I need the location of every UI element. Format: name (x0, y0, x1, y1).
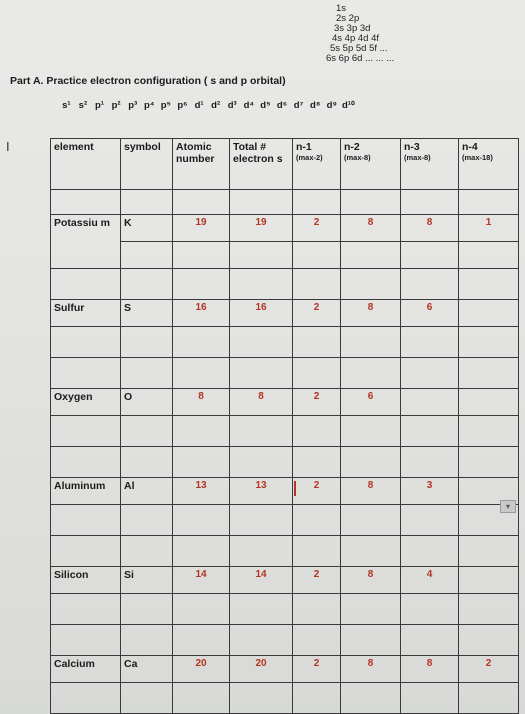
scale-label: d⁶ (276, 100, 288, 111)
scale-label: d¹⁰ (342, 100, 355, 111)
cell-symbol: O (121, 389, 173, 416)
cell-total-electrons: 14 (230, 567, 293, 594)
cell-n3: 8 (401, 215, 459, 242)
scale-label: p³ (128, 100, 138, 111)
cell-n2: 6 (341, 389, 401, 416)
cell-symbol: Si (121, 567, 173, 594)
scale-label: d⁸ (310, 100, 321, 111)
cell-symbol: Al (121, 478, 173, 505)
header-n1-label: n-1 (296, 141, 312, 153)
cell-atomic-number: 13 (173, 478, 230, 505)
table-row (51, 416, 519, 447)
cell-n4 (459, 300, 519, 327)
header-n4-max: (max-18) (462, 153, 493, 162)
header-n3-max: (max-8) (404, 153, 431, 162)
cell-atomic-number: 16 (173, 300, 230, 327)
cell-n3: 3 (401, 478, 459, 505)
pen-stroke-mark (294, 481, 296, 496)
cell-n4 (459, 567, 519, 594)
orbital-line: 6s 6p 6d ... ... ... (326, 53, 395, 64)
scale-label: p¹ (95, 100, 104, 111)
cell-n1: 2 (293, 478, 341, 505)
table-row (51, 683, 519, 714)
orbital-line: 5s 5p 5d 5f ... (330, 43, 388, 54)
header-n1-max: (max-2) (296, 153, 323, 162)
scale-label: d⁹ (326, 100, 337, 111)
cell-n4: 1 (459, 215, 519, 242)
margin-cursor-mark: I (6, 139, 10, 154)
part-title: Part A. Practice electron configuration ( s and p orbital) (10, 75, 286, 87)
cell-element: Calcium (51, 656, 121, 683)
table-row (51, 567, 519, 594)
table-row (51, 327, 519, 358)
header-total-electrons: Total # electron s (230, 139, 293, 190)
cell-n1: 2 (293, 567, 341, 594)
cell-atomic-number: 14 (173, 567, 230, 594)
cell-n2: 8 (341, 478, 401, 505)
cell-atomic-number: 20 (173, 656, 230, 683)
cell-total-electrons: 19 (230, 215, 293, 242)
orbital-line: 3s 3p 3d (334, 23, 371, 34)
scale-label: d³ (227, 100, 237, 111)
header-n2-label: n-2 (344, 141, 360, 153)
orbital-line: 1s (336, 3, 347, 14)
scale-label: d⁷ (293, 100, 304, 111)
header-n1 (293, 139, 341, 190)
cell-n4: 2 (459, 656, 519, 683)
cell-element: Silicon (51, 567, 121, 594)
table-row (51, 242, 519, 269)
orbital-scale (58, 100, 518, 111)
table-row (51, 625, 519, 656)
header-atomic-number: Atomic number (173, 139, 230, 190)
table-row (51, 190, 519, 215)
header-symbol: symbol (121, 139, 173, 190)
cell-n1: 2 (293, 389, 341, 416)
table-row (51, 594, 519, 625)
header-n4 (459, 139, 519, 190)
cell-element: Oxygen (51, 389, 121, 416)
header-n2-max: (max-8) (344, 153, 371, 162)
scale-label: s² (78, 100, 88, 111)
cell-total-electrons: 13 (230, 478, 293, 505)
scale-label: s¹ (62, 100, 71, 111)
header-n3-label: n-3 (404, 141, 420, 153)
table-row (51, 447, 519, 478)
cell-n3 (401, 389, 459, 416)
scale-label: p⁴ (144, 100, 155, 111)
table-row (51, 215, 519, 242)
cell-n3: 6 (401, 300, 459, 327)
cell-total-electrons: 16 (230, 300, 293, 327)
header-n4-label: n-4 (462, 141, 478, 153)
orbital-line: 2s 2p (336, 13, 360, 24)
header-n3 (401, 139, 459, 190)
cell-n2: 8 (341, 656, 401, 683)
cell-n3: 4 (401, 567, 459, 594)
table-row (51, 656, 519, 683)
scale-label: p⁶ (177, 100, 188, 111)
scale-label: d² (211, 100, 221, 111)
table-row (51, 358, 519, 389)
scale-label: d⁴ (243, 100, 255, 111)
header-n2 (341, 139, 401, 190)
cell-element: Aluminum (51, 478, 121, 505)
cell-symbol: Ca (121, 656, 173, 683)
cell-n2: 8 (341, 567, 401, 594)
cell-symbol: S (121, 300, 173, 327)
cell-n2: 8 (341, 215, 401, 242)
chevron-down-icon[interactable]: ▾ (500, 500, 516, 513)
cell-atomic-number: 19 (173, 215, 230, 242)
scale-label: p² (111, 100, 121, 111)
cell-total-electrons: 8 (230, 389, 293, 416)
table-row (51, 389, 519, 416)
orbital-filling-diagram (326, 4, 466, 64)
cell-n1: 2 (293, 300, 341, 327)
table-row (51, 300, 519, 327)
cell-n3: 8 (401, 656, 459, 683)
electron-configuration-table (50, 138, 519, 714)
cell-symbol: K (121, 215, 173, 242)
table-row (51, 505, 519, 536)
table-row (51, 536, 519, 567)
cell-n1: 2 (293, 656, 341, 683)
scale-label: p⁵ (160, 100, 171, 111)
table-row (51, 269, 519, 300)
table-header-row (51, 139, 519, 190)
cell-n2: 8 (341, 300, 401, 327)
header-element: element (51, 139, 121, 190)
cell-n4 (459, 389, 519, 416)
cell-element: Potassiu m (51, 215, 121, 269)
cell-atomic-number: 8 (173, 389, 230, 416)
cell-total-electrons: 20 (230, 656, 293, 683)
table-row (51, 478, 519, 505)
cell-n1: 2 (293, 215, 341, 242)
scale-label: d¹ (194, 100, 204, 111)
cell-element: Sulfur (51, 300, 121, 327)
scale-label: d⁵ (260, 100, 271, 111)
orbital-line: 4s 4p 4d 4f (332, 33, 380, 44)
